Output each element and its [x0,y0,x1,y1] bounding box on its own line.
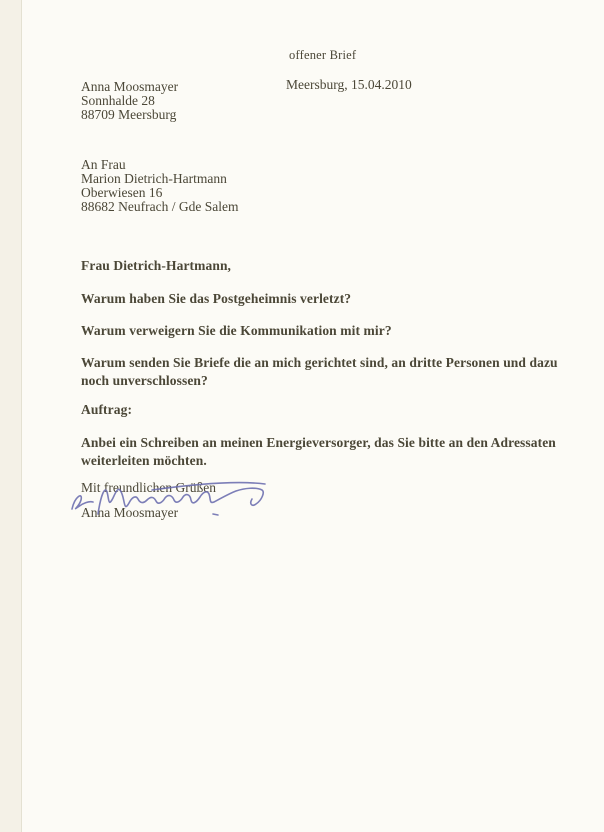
closing-line: Mit freundlichen Grüßen [81,480,216,495]
body-enclosure-paragraph: Anbei ein Schreiben an meinen Energieversorger, das Sie bitte an den Adressaten weiterleiten möchten. [81,435,556,468]
recipient-city: 88682 Neufrach / Gde Salem [81,199,239,214]
body-heading-auftrag: Auftrag: [81,402,133,417]
sender-name: Anna Moosmayer [81,79,179,94]
typed-signature-name: Anna Moosmayer [81,505,179,520]
recipient-salutation-line: An Frau [81,157,126,172]
paper-fold-edge [0,0,22,832]
sender-address-block [81,80,178,122]
recipient-street: Oberwiesen 16 [81,185,163,200]
body-question-3: Warum senden Sie Briefe die an mich gerichtet sind, an dritte Personen und dazu noch unverschlossen? [81,355,558,388]
sender-street: Sonnhalde 28 [81,93,155,108]
dateline: Meersburg, 15.04.2010 [286,77,412,92]
letter-type-label: offener Brief [289,48,357,62]
recipient-address-block [81,158,238,214]
body-question-1: Warum haben Sie das Postgeheimnis verletzt? [81,291,352,306]
recipient-name: Marion Dietrich-Hartmann [81,171,227,186]
body-question-2: Warum verweigern Sie die Kommunikation mit mir? [81,323,392,338]
sender-city: 88709 Meersburg [81,107,177,122]
salutation-line: Frau Dietrich-Hartmann, [81,258,232,273]
